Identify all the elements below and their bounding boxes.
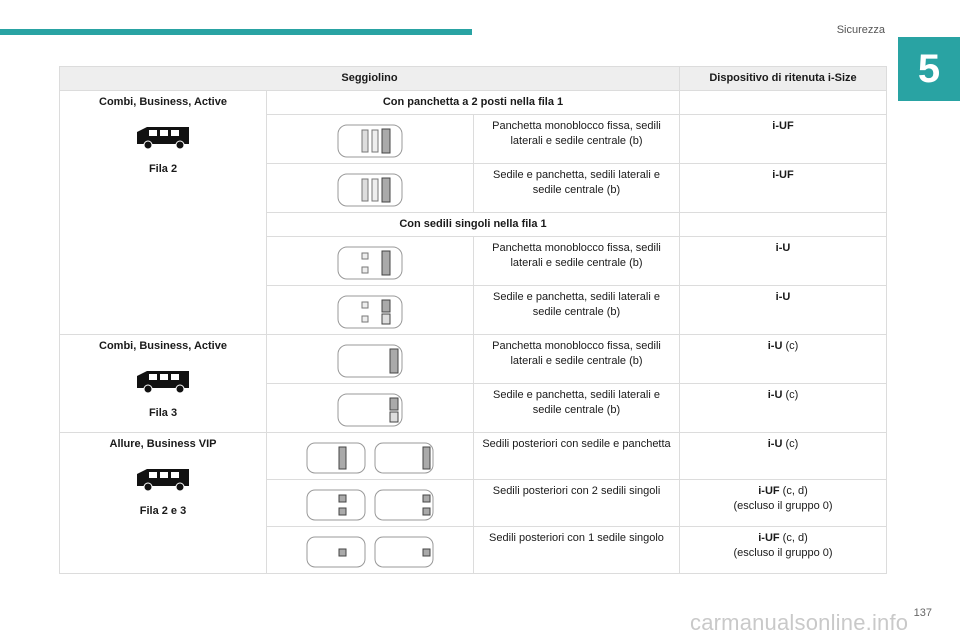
- chapter-number-tab: 5: [898, 37, 960, 101]
- car-topview-icon: [373, 535, 435, 569]
- car-topview-icon: [336, 392, 404, 428]
- isize-value: i-UF: [680, 164, 887, 213]
- row-label: Fila 2: [148, 163, 178, 175]
- car-topview-icon: [305, 488, 367, 522]
- page-number: 137: [913, 607, 932, 619]
- subsection-title: Con panchetta a 2 posti nella fila 1: [267, 91, 680, 115]
- seat-description: Sedile e panchetta, sedili laterali e sedile centrale (b): [474, 286, 680, 335]
- isize-seat-table: [59, 66, 887, 574]
- seat-description: Sedili posteriori con sedile e panchetta: [474, 433, 680, 480]
- seat-description: Sedili posteriori con 2 sedili singoli: [474, 480, 680, 527]
- isize-value: i-U (c): [680, 433, 887, 480]
- isize-value: i-U (c): [680, 335, 887, 384]
- car-topview-icon: [336, 172, 404, 208]
- van-icon: [133, 368, 193, 394]
- vehicle-cell: [60, 433, 267, 574]
- isize-value: i-U (c): [680, 384, 887, 433]
- diagram-cell: [267, 384, 474, 433]
- seat-description: Panchetta monoblocco fissa, sedili laterali e sedile centrale (b): [474, 115, 680, 164]
- van-icon: [133, 466, 193, 492]
- section-title: Sicurezza: [836, 24, 885, 36]
- car-topview-icon: [373, 441, 435, 475]
- car-topview-icon: [336, 245, 404, 281]
- diagram-cell: [267, 335, 474, 384]
- seat-description: Sedile e panchetta, sedili laterali e sedile centrale (b): [474, 164, 680, 213]
- table-row: [60, 433, 887, 480]
- seat-description: Panchetta monoblocco fissa, sedili laterali e sedile centrale (b): [474, 335, 680, 384]
- car-topview-icon: [336, 294, 404, 330]
- isize-value: i-U: [680, 237, 887, 286]
- isize-value: i-U: [680, 286, 887, 335]
- car-topview-icon: [305, 535, 367, 569]
- vehicle-name: Combi, Business, Active: [99, 96, 227, 108]
- isize-value: i-UF: [680, 115, 887, 164]
- watermark: carmanualsonline.info: [690, 610, 909, 635]
- seat-description: Sedili posteriori con 1 sedile singolo: [474, 527, 680, 574]
- table-header-row: [60, 67, 887, 91]
- diagram-cell: [267, 164, 474, 213]
- vehicle-name: Allure, Business VIP: [109, 438, 217, 450]
- header-seggiolino: Seggiolino: [60, 67, 680, 91]
- vehicle-cell: [60, 335, 267, 433]
- diagram-cell: [267, 237, 474, 286]
- subsection-title: Con sedili singoli nella fila 1: [267, 213, 680, 237]
- car-topview-icon: [336, 343, 404, 379]
- table-row: [60, 335, 887, 384]
- van-icon: [133, 124, 193, 150]
- vehicle-name: Combi, Business, Active: [99, 340, 227, 352]
- row-label: Fila 2 e 3: [139, 505, 187, 517]
- seat-description: Sedile e panchetta, sedili laterali e sedile centrale (b): [474, 384, 680, 433]
- diagram-cell: [267, 286, 474, 335]
- diagram-cell: [267, 115, 474, 164]
- car-topview-icon: [336, 123, 404, 159]
- header-accent-bar: [0, 29, 472, 35]
- header-isize: Dispositivo di ritenuta i-Size: [680, 67, 887, 91]
- vehicle-cell: [60, 91, 267, 335]
- isize-value: i-UF (c, d) (escluso il gruppo 0): [680, 527, 887, 574]
- car-topview-icon: [373, 488, 435, 522]
- table-row: [60, 91, 887, 115]
- diagram-cell: [267, 527, 474, 574]
- row-label: Fila 3: [148, 407, 178, 419]
- diagram-cell: [267, 433, 474, 480]
- diagram-cell: [267, 480, 474, 527]
- seat-description: Panchetta monoblocco fissa, sedili laterali e sedile centrale (b): [474, 237, 680, 286]
- isize-value: i-UF (c, d) (escluso il gruppo 0): [680, 480, 887, 527]
- car-topview-icon: [305, 441, 367, 475]
